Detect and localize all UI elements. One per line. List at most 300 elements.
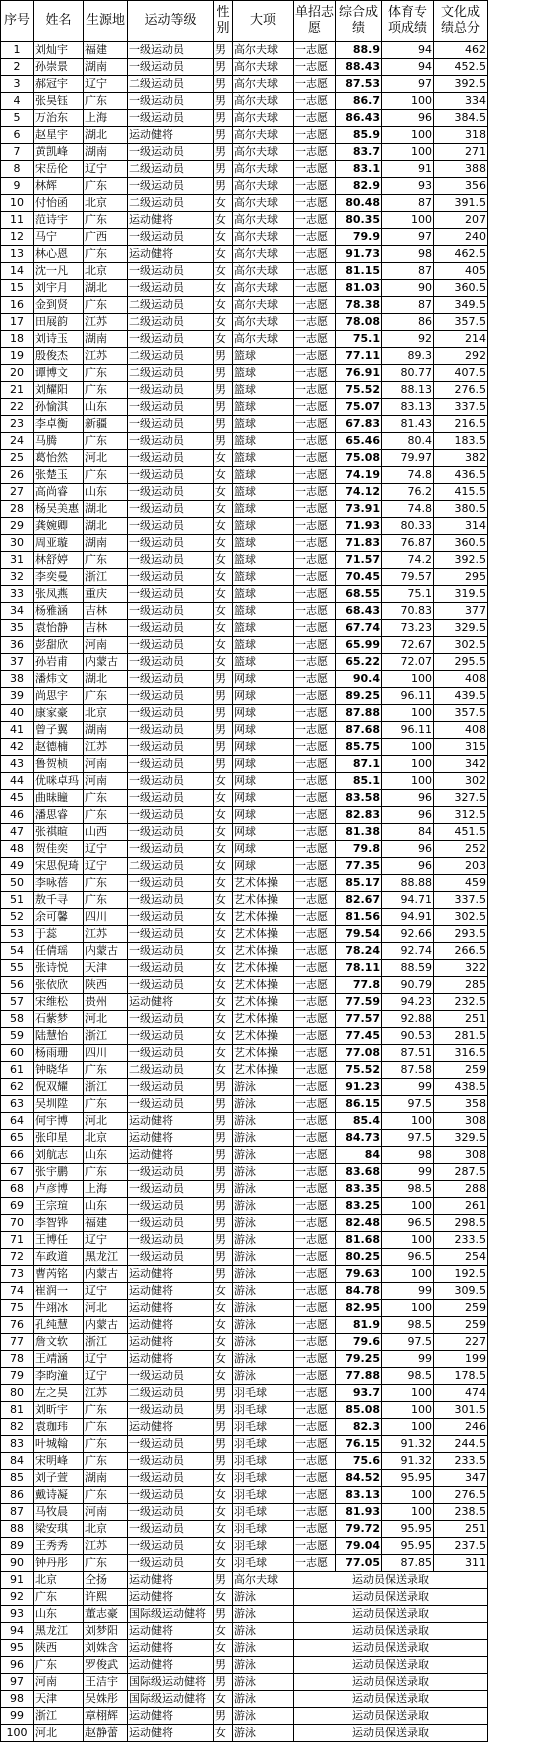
- cell-choice: 一志愿: [294, 909, 336, 926]
- cell-sport: 篮球: [233, 416, 294, 433]
- cell-pe-score: 92.88: [382, 1011, 434, 1028]
- table-row: [1, 926, 488, 943]
- cell-origin: 湖北: [84, 501, 128, 518]
- cell-name: 杨雨珊: [34, 1045, 84, 1062]
- cell-choice: 一志愿: [294, 382, 336, 399]
- cell-pe-score: 100: [382, 212, 434, 229]
- cell-level: 一级运动员: [128, 807, 214, 824]
- cell-total-score: 78.08: [336, 314, 382, 331]
- cell-culture-score: 261: [434, 1198, 488, 1215]
- table-row: [1, 263, 488, 280]
- cell-gender: 男: [214, 416, 233, 433]
- cell-choice: 一志愿: [294, 484, 336, 501]
- cell-level: 一级运动员: [128, 620, 214, 637]
- cell-level: 一级运动员: [128, 144, 214, 161]
- cell-level: 一级运动员: [128, 433, 214, 450]
- cell-level: 一级运动员: [128, 1198, 214, 1215]
- cell-choice: 一志愿: [294, 535, 336, 552]
- cell-gender: 男: [214, 688, 233, 705]
- table-row: [1, 552, 488, 569]
- cell-sport: 高尔夫球: [233, 195, 294, 212]
- cell-culture-score: 276.5: [434, 382, 488, 399]
- cell-level: 一级运动员: [128, 1368, 214, 1385]
- cell-origin: 河南: [84, 637, 128, 654]
- cell-culture-score: 308: [434, 1113, 488, 1130]
- cell-sport: 艺术体操: [233, 1045, 294, 1062]
- cell-gender: 女: [214, 1334, 233, 1351]
- cell-no: 80: [1, 1385, 34, 1402]
- cell-origin: 辽宁: [84, 1351, 128, 1368]
- cell-gender: 男: [214, 1657, 233, 1674]
- cell-level: 运动健将: [128, 1725, 214, 1742]
- cell-no: 71: [1, 1232, 34, 1249]
- cell-origin: 辽宁: [84, 1368, 128, 1385]
- cell-sport: 网球: [233, 756, 294, 773]
- table-row: [1, 467, 488, 484]
- table-row: [1, 1334, 488, 1351]
- cell-level: 运动健将: [128, 1708, 214, 1725]
- cell-culture-score: 357.5: [434, 314, 488, 331]
- cell-sport: 高尔夫球: [233, 246, 294, 263]
- cell-no: 46: [1, 807, 34, 824]
- cell-name: 宋岳伦: [34, 161, 84, 178]
- cell-sport: 羽毛球: [233, 1385, 294, 1402]
- cell-no: 92: [1, 1589, 34, 1606]
- cell-name: 田展韵: [34, 314, 84, 331]
- cell-choice: 一志愿: [294, 433, 336, 450]
- cell-no: 28: [1, 501, 34, 518]
- cell-pe-score: 100: [382, 1487, 434, 1504]
- cell-sport: 高尔夫球: [233, 59, 294, 76]
- table-row-special: [1, 1589, 488, 1606]
- cell-no: 14: [1, 263, 34, 280]
- table-row: [1, 1232, 488, 1249]
- cell-pe-score: 72.67: [382, 637, 434, 654]
- cell-gender: 女: [214, 807, 233, 824]
- cell-origin: 浙江: [84, 1334, 128, 1351]
- cell-level: 运动健将: [128, 1657, 214, 1674]
- cell-choice: 一志愿: [294, 637, 336, 654]
- cell-origin: 北京: [84, 195, 128, 212]
- table-row: [1, 1521, 488, 1538]
- cell-total-score: 82.83: [336, 807, 382, 824]
- table-row: [1, 1045, 488, 1062]
- cell-name: 钟晓华: [34, 1062, 84, 1079]
- cell-total-score: 84: [336, 1147, 382, 1164]
- cell-gender: 男: [214, 1708, 233, 1725]
- cell-gender: 女: [214, 195, 233, 212]
- cell-gender: 女: [214, 1725, 233, 1742]
- cell-name: 宋思倪琦: [34, 858, 84, 875]
- cell-pe-score: 92: [382, 331, 434, 348]
- cell-choice: 一志愿: [294, 416, 336, 433]
- cell-gender: 男: [214, 382, 233, 399]
- cell-choice: 一志愿: [294, 399, 336, 416]
- table-row-special: [1, 1708, 488, 1725]
- cell-sport: 羽毛球: [233, 1555, 294, 1572]
- cell-level: 国际级运动健将: [128, 1691, 214, 1708]
- cell-gender: 女: [214, 926, 233, 943]
- table-row: [1, 875, 488, 892]
- cell-pe-score: 96.5: [382, 1215, 434, 1232]
- cell-origin: 四川: [84, 909, 128, 926]
- cell-no: 54: [1, 943, 34, 960]
- cell-gender: 男: [214, 1249, 233, 1266]
- cell-sport: 艺术体操: [233, 926, 294, 943]
- cell-origin: 广东: [84, 433, 128, 450]
- cell-choice: 一志愿: [294, 790, 336, 807]
- cell-name: 李咏蓓: [34, 875, 84, 892]
- cell-level: 一级运动员: [128, 637, 214, 654]
- cell-pe-score: 84: [382, 824, 434, 841]
- cell-total-score: 86.15: [336, 1096, 382, 1113]
- cell-name: 龚婉卿: [34, 518, 84, 535]
- cell-no: 55: [1, 960, 34, 977]
- cell-choice: 一志愿: [294, 773, 336, 790]
- cell-pe-score: 94.71: [382, 892, 434, 909]
- cell-origin: 吉林: [84, 620, 128, 637]
- cell-gender: 男: [214, 144, 233, 161]
- cell-origin: 湖南: [84, 331, 128, 348]
- cell-total-score: 86.7: [336, 93, 382, 110]
- cell-name: 吴圳陞: [34, 1096, 84, 1113]
- table-row: [1, 705, 488, 722]
- cell-gender: 女: [214, 331, 233, 348]
- cell-sport: 游泳: [233, 1181, 294, 1198]
- cell-origin: 江苏: [84, 739, 128, 756]
- cell-pe-score: 99: [382, 1351, 434, 1368]
- cell-choice: 一志愿: [294, 841, 336, 858]
- cell-name: 沈一凡: [34, 263, 84, 280]
- cell-culture-score: 405: [434, 263, 488, 280]
- table-row: [1, 858, 488, 875]
- cell-gender: 男: [214, 178, 233, 195]
- cell-level: 一级运动员: [128, 178, 214, 195]
- cell-name: 张印星: [34, 1130, 84, 1147]
- cell-culture-score: 438.5: [434, 1079, 488, 1096]
- cell-gender: 女: [214, 467, 233, 484]
- cell-pe-score: 76.2: [382, 484, 434, 501]
- cell-no: 1: [1, 42, 34, 59]
- cell-culture-score: 287.5: [434, 1164, 488, 1181]
- cell-no: 2: [1, 59, 34, 76]
- cell-pe-score: 95.95: [382, 1538, 434, 1555]
- cell-total-score: 79.04: [336, 1538, 382, 1555]
- cell-gender: 女: [214, 1011, 233, 1028]
- cell-name: 车政道: [34, 1249, 84, 1266]
- cell-culture-score: 349.5: [434, 297, 488, 314]
- cell-level: 一级运动员: [128, 1045, 214, 1062]
- cell-name: 刘昕宇: [34, 1402, 84, 1419]
- cell-choice: 一志愿: [294, 263, 336, 280]
- cell-gender: 男: [214, 1606, 233, 1623]
- cell-choice: 一志愿: [294, 1198, 336, 1215]
- cell-origin: 广东: [84, 212, 128, 229]
- cell-origin: 浙江: [84, 1028, 128, 1045]
- cell-origin: 广东: [84, 875, 128, 892]
- cell-sport: 艺术体操: [233, 960, 294, 977]
- cell-origin: 江苏: [84, 314, 128, 331]
- cell-choice: 一志愿: [294, 1079, 336, 1096]
- cell-name: 赵星宇: [34, 127, 84, 144]
- cell-name: 范诗宇: [34, 212, 84, 229]
- cell-name: 于蕊: [34, 926, 84, 943]
- cell-admission-note: 运动员保送录取: [294, 1623, 488, 1640]
- cell-no: 4: [1, 93, 34, 110]
- cell-gender: 女: [214, 1691, 233, 1708]
- cell-name: 鲁贺桢: [34, 756, 84, 773]
- cell-total-score: 83.13: [336, 1487, 382, 1504]
- cell-origin: 山东: [84, 1147, 128, 1164]
- cell-level: 一级运动员: [128, 654, 214, 671]
- cell-origin: 福建: [84, 42, 128, 59]
- cell-sport: 网球: [233, 824, 294, 841]
- cell-origin: 广东: [84, 178, 128, 195]
- cell-choice: 一志愿: [294, 467, 336, 484]
- cell-total-score: 73.91: [336, 501, 382, 518]
- table-row: [1, 433, 488, 450]
- cell-origin: 江苏: [84, 1385, 128, 1402]
- cell-choice: 一志愿: [294, 1045, 336, 1062]
- cell-gender: 男: [214, 365, 233, 382]
- header-cell-no: 序号: [1, 1, 34, 42]
- table-row-special: [1, 1640, 488, 1657]
- cell-origin: 四川: [84, 1045, 128, 1062]
- cell-pe-score: 91: [382, 161, 434, 178]
- cell-total-score: 77.8: [336, 977, 382, 994]
- cell-total-score: 84.73: [336, 1130, 382, 1147]
- cell-origin: 内蒙古: [84, 1266, 128, 1283]
- cell-total-score: 74.12: [336, 484, 382, 501]
- cell-total-score: 75.08: [336, 450, 382, 467]
- cell-culture-score: 451.5: [434, 824, 488, 841]
- cell-name: 殷俊杰: [34, 348, 84, 365]
- cell-sport: 高尔夫球: [233, 280, 294, 297]
- table-row: [1, 348, 488, 365]
- cell-no: 94: [1, 1623, 34, 1640]
- cell-level: 运动健将: [128, 1266, 214, 1283]
- cell-level: 一级运动员: [128, 586, 214, 603]
- table-row: [1, 1283, 488, 1300]
- cell-pe-score: 97: [382, 76, 434, 93]
- cell-choice: 一志愿: [294, 994, 336, 1011]
- table-row: [1, 1096, 488, 1113]
- cell-name: 杨雅涵: [34, 603, 84, 620]
- cell-pe-score: 96.5: [382, 1249, 434, 1266]
- cell-name: 孙崇景: [34, 59, 84, 76]
- cell-gender: 女: [214, 654, 233, 671]
- cell-sport: 高尔夫球: [233, 93, 294, 110]
- cell-sport: 高尔夫球: [233, 42, 294, 59]
- cell-level: 一级运动员: [128, 263, 214, 280]
- cell-culture-score: 439.5: [434, 688, 488, 705]
- cell-origin: 河北: [34, 1725, 84, 1742]
- cell-gender: 女: [214, 552, 233, 569]
- cell-choice: 一志愿: [294, 1317, 336, 1334]
- cell-sport: 篮球: [233, 382, 294, 399]
- cell-origin: 山东: [84, 1198, 128, 1215]
- cell-origin: 广东: [84, 246, 128, 263]
- cell-choice: 一志愿: [294, 620, 336, 637]
- cell-total-score: 78.38: [336, 297, 382, 314]
- cell-choice: 一志愿: [294, 59, 336, 76]
- cell-pe-score: 100: [382, 773, 434, 790]
- cell-origin: 湖南: [84, 1470, 128, 1487]
- table-row: [1, 365, 488, 382]
- cell-sport: 游泳: [233, 1657, 294, 1674]
- cell-no: 10: [1, 195, 34, 212]
- cell-no: 91: [1, 1572, 34, 1589]
- table-row: [1, 195, 488, 212]
- cell-choice: 一志愿: [294, 1164, 336, 1181]
- table-row: [1, 161, 488, 178]
- cell-name: 马牧晨: [34, 1504, 84, 1521]
- cell-total-score: 81.9: [336, 1317, 382, 1334]
- table-row: [1, 1351, 488, 1368]
- cell-choice: 一志愿: [294, 1453, 336, 1470]
- table-row: [1, 960, 488, 977]
- table-row: [1, 212, 488, 229]
- cell-pe-score: 79.57: [382, 569, 434, 586]
- cell-total-score: 80.25: [336, 1249, 382, 1266]
- cell-gender: 女: [214, 1368, 233, 1385]
- cell-pe-score: 100: [382, 93, 434, 110]
- cell-culture-score: 302.5: [434, 909, 488, 926]
- cell-no: 24: [1, 433, 34, 450]
- cell-sport: 羽毛球: [233, 1453, 294, 1470]
- cell-name: 尚思宇: [34, 688, 84, 705]
- cell-name: 付怡函: [34, 195, 84, 212]
- cell-level: 一级运动员: [128, 42, 214, 59]
- cell-pe-score: 96.11: [382, 722, 434, 739]
- cell-sport: 篮球: [233, 501, 294, 518]
- cell-gender: 男: [214, 1113, 233, 1130]
- cell-no: 18: [1, 331, 34, 348]
- cell-pe-score: 92.66: [382, 926, 434, 943]
- cell-total-score: 82.67: [336, 892, 382, 909]
- cell-total-score: 79.63: [336, 1266, 382, 1283]
- cell-name: 宋明峰: [34, 1453, 84, 1470]
- cell-name: 刘耀阳: [34, 382, 84, 399]
- cell-culture-score: 329.5: [434, 620, 488, 637]
- cell-gender: 男: [214, 1232, 233, 1249]
- cell-sport: 游泳: [233, 1300, 294, 1317]
- cell-culture-score: 207: [434, 212, 488, 229]
- cell-pe-score: 100: [382, 671, 434, 688]
- cell-level: 运动健将: [128, 1351, 214, 1368]
- cell-gender: 女: [214, 1028, 233, 1045]
- cell-level: 运动健将: [128, 1589, 214, 1606]
- cell-total-score: 77.88: [336, 1368, 382, 1385]
- cell-no: 72: [1, 1249, 34, 1266]
- cell-pe-score: 74.8: [382, 501, 434, 518]
- cell-name: 刘航志: [34, 1147, 84, 1164]
- cell-origin: 广东: [84, 1453, 128, 1470]
- cell-total-score: 82.95: [336, 1300, 382, 1317]
- cell-pe-score: 97.5: [382, 1130, 434, 1147]
- cell-name: 李卓衡: [34, 416, 84, 433]
- cell-culture-score: 474: [434, 1385, 488, 1402]
- cell-level: 一级运动员: [128, 943, 214, 960]
- cell-origin: 河南: [84, 773, 128, 790]
- cell-choice: 一志愿: [294, 654, 336, 671]
- cell-choice: 一志愿: [294, 1283, 336, 1300]
- cell-no: 79: [1, 1368, 34, 1385]
- cell-sport: 游泳: [233, 1334, 294, 1351]
- cell-sport: 游泳: [233, 1317, 294, 1334]
- cell-origin: 北京: [84, 1130, 128, 1147]
- cell-choice: 一志愿: [294, 1487, 336, 1504]
- table-row: [1, 654, 488, 671]
- cell-culture-score: 292: [434, 348, 488, 365]
- cell-gender: 女: [214, 501, 233, 518]
- cell-no: 36: [1, 637, 34, 654]
- cell-no: 89: [1, 1538, 34, 1555]
- cell-pe-score: 98.5: [382, 1368, 434, 1385]
- cell-name: 优咪卓玛: [34, 773, 84, 790]
- table-row-special: [1, 1623, 488, 1640]
- cell-pe-score: 74.2: [382, 552, 434, 569]
- cell-choice: 一志愿: [294, 42, 336, 59]
- table-row: [1, 569, 488, 586]
- cell-gender: 男: [214, 161, 233, 178]
- cell-choice: 一志愿: [294, 212, 336, 229]
- cell-no: 90: [1, 1555, 34, 1572]
- cell-choice: 一志愿: [294, 569, 336, 586]
- cell-total-score: 75.1: [336, 331, 382, 348]
- cell-choice: 一志愿: [294, 722, 336, 739]
- cell-name: 余可馨: [34, 909, 84, 926]
- cell-culture-score: 301.5: [434, 1402, 488, 1419]
- cell-level: 一级运动员: [128, 1079, 214, 1096]
- cell-name: 高尚睿: [34, 484, 84, 501]
- cell-no: 27: [1, 484, 34, 501]
- cell-pe-score: 91.32: [382, 1436, 434, 1453]
- cell-pe-score: 99: [382, 1164, 434, 1181]
- cell-total-score: 71.57: [336, 552, 382, 569]
- cell-choice: 一志愿: [294, 1215, 336, 1232]
- cell-origin: 上海: [84, 1181, 128, 1198]
- cell-no: 8: [1, 161, 34, 178]
- cell-level: 一级运动员: [128, 926, 214, 943]
- cell-level: 一级运动员: [128, 1232, 214, 1249]
- table-row: [1, 399, 488, 416]
- cell-gender: 男: [214, 1130, 233, 1147]
- cell-no: 30: [1, 535, 34, 552]
- cell-level: 二级运动员: [128, 161, 214, 178]
- cell-culture-score: 288: [434, 1181, 488, 1198]
- cell-choice: 一志愿: [294, 943, 336, 960]
- table-row: [1, 671, 488, 688]
- cell-gender: 女: [214, 773, 233, 790]
- cell-choice: 一志愿: [294, 671, 336, 688]
- cell-level: 运动健将: [128, 1113, 214, 1130]
- cell-no: 43: [1, 756, 34, 773]
- cell-pe-score: 96: [382, 807, 434, 824]
- cell-no: 34: [1, 603, 34, 620]
- cell-gender: 女: [214, 518, 233, 535]
- table-row: [1, 59, 488, 76]
- table-row: [1, 144, 488, 161]
- table-body: [1, 42, 488, 1742]
- cell-sport: 篮球: [233, 399, 294, 416]
- cell-pe-score: 90.79: [382, 977, 434, 994]
- cell-total-score: 79.6: [336, 1334, 382, 1351]
- table-row-special: [1, 1657, 488, 1674]
- cell-no: 73: [1, 1266, 34, 1283]
- cell-sport: 篮球: [233, 467, 294, 484]
- table-row: [1, 994, 488, 1011]
